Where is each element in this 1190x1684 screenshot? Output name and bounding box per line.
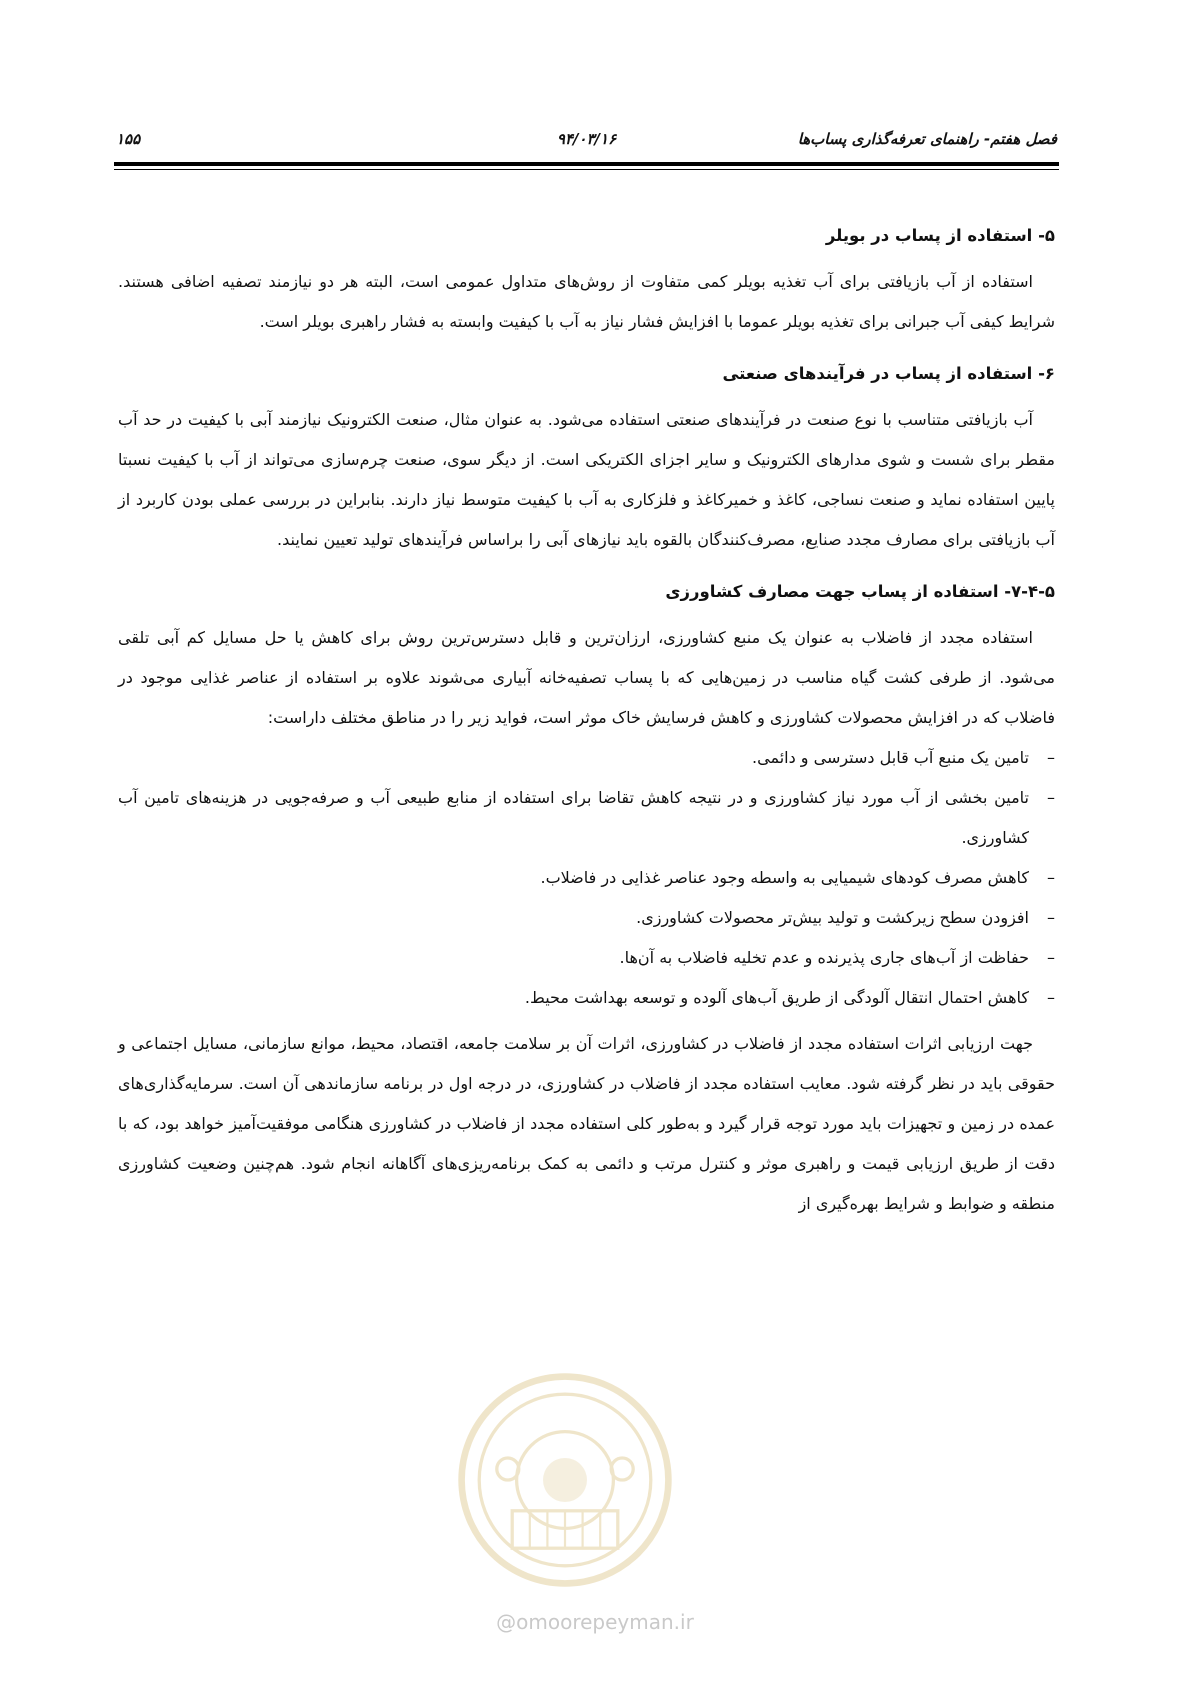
- list-item: [118, 738, 1055, 778]
- list-item-text: تامین یک منبع آب قابل دسترسی و دائمی.: [752, 748, 1029, 767]
- watermark-url: @omoorepeyman.ir: [496, 1610, 694, 1634]
- list-item: [118, 938, 1055, 978]
- section-heading-industrial: ۶- استفاده از پساب در فرآیندهای صنعتی: [722, 364, 1055, 383]
- chapter-title: فصل هفتم- راهنمای تعرفه‌گذاری پساب‌ها: [797, 130, 1057, 148]
- list-item-text: کاهش مصرف کودهای شیمیایی به واسطه وجود عناصر غذایی در فاضلاب.: [540, 868, 1029, 887]
- page-body: [118, 216, 1055, 1224]
- list-item-text: تامین بخشی از آب مورد نیاز کشاورزی و در نتیجه کاهش تقاضا برای استفاده از منابع طبیعی آب و صرفه‌جویی در هزینه‌های تامین آب کشاورزی.: [118, 788, 1029, 847]
- section-heading-boiler: ۵- استفاده از پساب در بویلر: [825, 226, 1055, 245]
- list-item: [118, 898, 1055, 938]
- bullet-dash: –: [1047, 988, 1055, 1007]
- paragraph-agriculture: استفاده مجدد از فاضلاب به عنوان یک منبع کشاورزی، ارزان‌ترین و قابل دسترس‌ترین روش برای کاهش یا حل مسایل کم آبی تلقی می‌شود. از طرفی کشت گیاه مناسب در زمین‌هایی که با پساب تصفیه‌خانه آبیاری می‌شوند علاوه بر استفاده از عناصر غذایی موجود در فاضلاب که در افزایش محصولات کشاورزی و کاهش فرسایش خاک موثر است، فواید زیر را در مناطق مختلف داراست:: [118, 628, 1055, 727]
- paragraph-evaluation: جهت ارزیابی اثرات استفاده مجدد از فاضلاب در کشاورزی، اثرات آن بر سلامت جامعه، اقتصاد، محیط، موانع سازمانی، مسایل اجتماعی و حقوقی باید در نظر گرفته شود. معایب استفاده مجدد از فاضلاب در کشاورزی، در درجه اول در برنامه سازماندهی آن است. سرمایه‌گذاری‌های عمده در زمین و تجهیزات باید مورد توجه قرار گیرد و به‌طور کلی استفاده مجدد از فاضلاب در کشاورزی هنگامی موفقیت‌آمیز خواهد بود، که با دقت از طریق ارزیابی قیمت و راهبری موثر و کنترل مرتب و دائمی به کمک برنامه‌ریزی‌های آگاهانه انجام شود. هم‌چنین وضعیت کشاورزی منطقه و ضوابط و شرایط بهره‌گیری از: [118, 1034, 1055, 1213]
- page-number: ۱۵۵: [116, 130, 141, 148]
- list-item-text: افزودن سطح زیرکشت و تولید بیش‌تر محصولات کشاورزی.: [636, 908, 1029, 927]
- list-item-text: کاهش احتمال انتقال آلودگی از طریق آب‌های آلوده و توسعه بهداشت محیط.: [524, 988, 1029, 1007]
- paragraph-boiler: استفاده از آب بازیافتی برای آب تغذیه بویلر کمی متفاوت از روش‌های متداول عمومی است، البته هر دو نیازمند تصفیه اضافی هستند. شرایط کیفی آب جبرانی برای تغذیه بویلر عموما با افزایش فشار نیاز به آب با کیفیت وابسته به فشار راهبری بویلر است.: [118, 272, 1055, 331]
- bullet-dash: –: [1047, 948, 1055, 967]
- bullet-dash: –: [1047, 908, 1055, 927]
- bullet-dash: –: [1047, 868, 1055, 887]
- header-rule-thin: [114, 169, 1059, 170]
- header-date: ۹۴/۰۳/۱۶: [556, 130, 617, 148]
- bullet-dash: –: [1047, 788, 1055, 807]
- list-item: [118, 978, 1055, 1018]
- paragraph-industrial: آب بازیافتی متناسب با نوع صنعت در فرآیندهای صنعتی استفاده می‌شود. به عنوان مثال، صنعت الکترونیک نیازمند آبی با کیفیت در حد آب مقطر برای شست و شوی مدارهای الکترونیک و سایر اجزای الکتریکی است. از دیگر سوی، صنعت چرم‌سازی می‌تواند از آب با کیفیت نسبتا پایین استفاده نماید و صنعت نساجی، کاغذ و خمیرکاغذ و فلزکاری به آب با کیفیت متوسط نیاز دارند. بنابراین در بررسی عملی بودن کاربرد از آب بازیافتی برای مصارف مجدد صنایع، مصرف‌کنندگان بالقوه باید نیازهای آبی را براساس فرآیندهای تولید تعیین نمایند.: [118, 410, 1055, 549]
- benefits-list: [118, 738, 1055, 1018]
- header-rule-thick: [114, 162, 1059, 166]
- list-item-text: حفاظت از آب‌های جاری پذیرنده و عدم تخلیه فاضلاب به آن‌ها.: [619, 948, 1029, 967]
- list-item: [118, 778, 1055, 858]
- section-heading-agriculture: ۷-۴-۵- استفاده از پساب جهت مصارف کشاورزی: [665, 582, 1055, 601]
- seal-stamp-icon: [455, 1370, 675, 1590]
- bullet-dash: –: [1047, 748, 1055, 767]
- list-item: [118, 858, 1055, 898]
- running-header: [116, 130, 1057, 156]
